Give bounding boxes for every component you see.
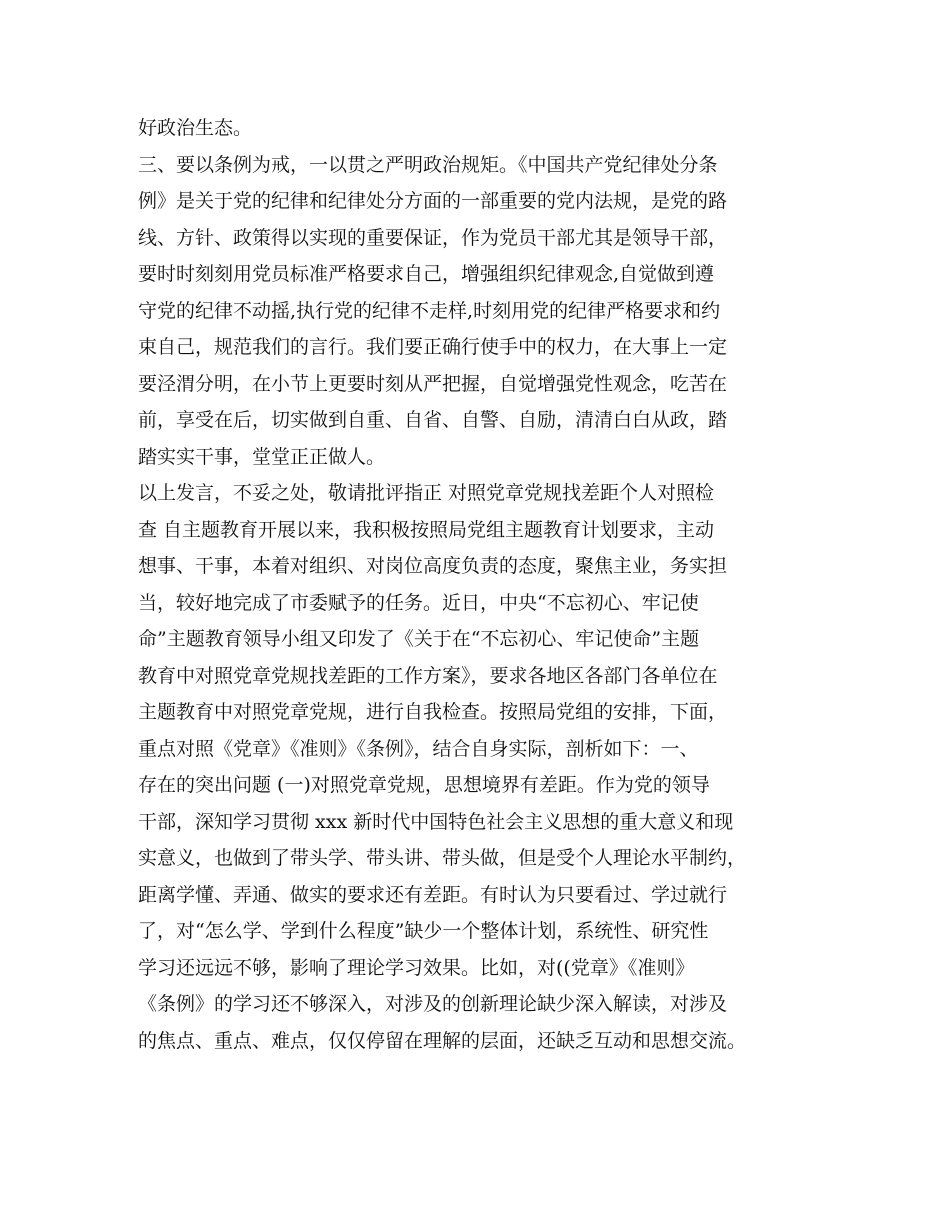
text-line-8: 要泾渭分明，在小节上更要时刻从严把握，自觉增强党性观念，吃苦在 xyxy=(138,372,728,395)
body-text xyxy=(138,110,828,1059)
text-line-5: 要时时刻刻用党员标准严格要求自己，增强组织纪律观念,自觉做到遵 xyxy=(138,263,715,285)
text-line-21: 实意义，也做到了带头学、带头讲、带头做，但是受个人理论水平制约， xyxy=(138,847,747,869)
text-line-3: 例》是关于党的纪律和纪律处分方面的一部重要的党内法规，是党的路 xyxy=(138,190,728,212)
text-line-19: 存在的突出问题 (一)对照党章党规，思想境界有差距。作为党的领导 xyxy=(138,774,710,796)
text-line-23: 了，对“怎么学、学到什么程度”缺少一个整体计划，系统性、研究性 xyxy=(138,920,709,942)
text-line-11: 以上发言，不妥之处，敬请批评指正 对照党章党规找差距个人对照检 xyxy=(138,482,715,504)
text-line-13: 想事、干事，本着对组织、对岗位高度负责的态度，聚焦主业，务实担 xyxy=(138,555,728,577)
text-line-22: 距离学懂、弄通、做实的要求还有差距。有时认为只要看过、学过就行 xyxy=(138,883,728,906)
text-line-16: 教育中对照党章党规找差距的工作方案》，要求各地区各部门各单位在 xyxy=(138,664,718,687)
text-line-26: 的焦点、重点、难点，仅仅停留在理解的层面，还缺乏互动和思想交流。 xyxy=(138,1029,747,1052)
text-line-10: 踏实实干事，堂堂正正做人。 xyxy=(138,445,386,468)
text-line-7: 束自己，规范我们的言行。我们要正确行使手中的权力，在大事上一定 xyxy=(138,336,728,358)
text-line-18: 重点对照《党章》《准则》《条例》，结合自身实际，剖析如下：一、 xyxy=(138,737,699,760)
text-line-6: 守党的纪律不动摇,执行党的纪律不走样,时刻用党的纪律严格要求和约 xyxy=(138,299,721,322)
text-line-2: 三、要以条例为戒，一以贯之严明政治规矩。《中国共产党纪律处分条 xyxy=(138,153,718,176)
text-line-14: 当，较好地完成了市委赋予的任务。近日，中央“不忘初心、牢记使 xyxy=(138,591,699,614)
text-line-4: 线、方针、政策得以实现的重要保证，作为党员干部尤其是领导干部， xyxy=(138,226,728,249)
text-line-24: 学习还远远不够，影响了理论学习效果。比如，对((党章》《准则》 xyxy=(138,956,695,979)
text-line-25: 《条例》的学习还不够深入，对涉及的创新理论缺少深入解读，对涉及 xyxy=(138,993,728,1015)
text-line-20: 干部，深知学习贯彻 xxx 新时代中国特色社会主义思想的重大意义和现 xyxy=(138,810,734,833)
text-line-1: 好政治生态。 xyxy=(138,117,253,139)
text-line-9: 前，享受在后，切实做到自重、自省、自警、自励，清清白白从政，踏 xyxy=(138,409,728,431)
text-line-15: 命”主题教育领导小组又印发了《关于在“不忘初心、牢记使命”主题 xyxy=(138,628,700,650)
text-line-12: 查 自主题教育开展以来，我积极按照局党组主题教育计划要求，主动 xyxy=(138,518,715,541)
text-line-17: 主题教育中对照党章党规，进行自我检查。按照局党组的安排，下面， xyxy=(138,701,728,723)
